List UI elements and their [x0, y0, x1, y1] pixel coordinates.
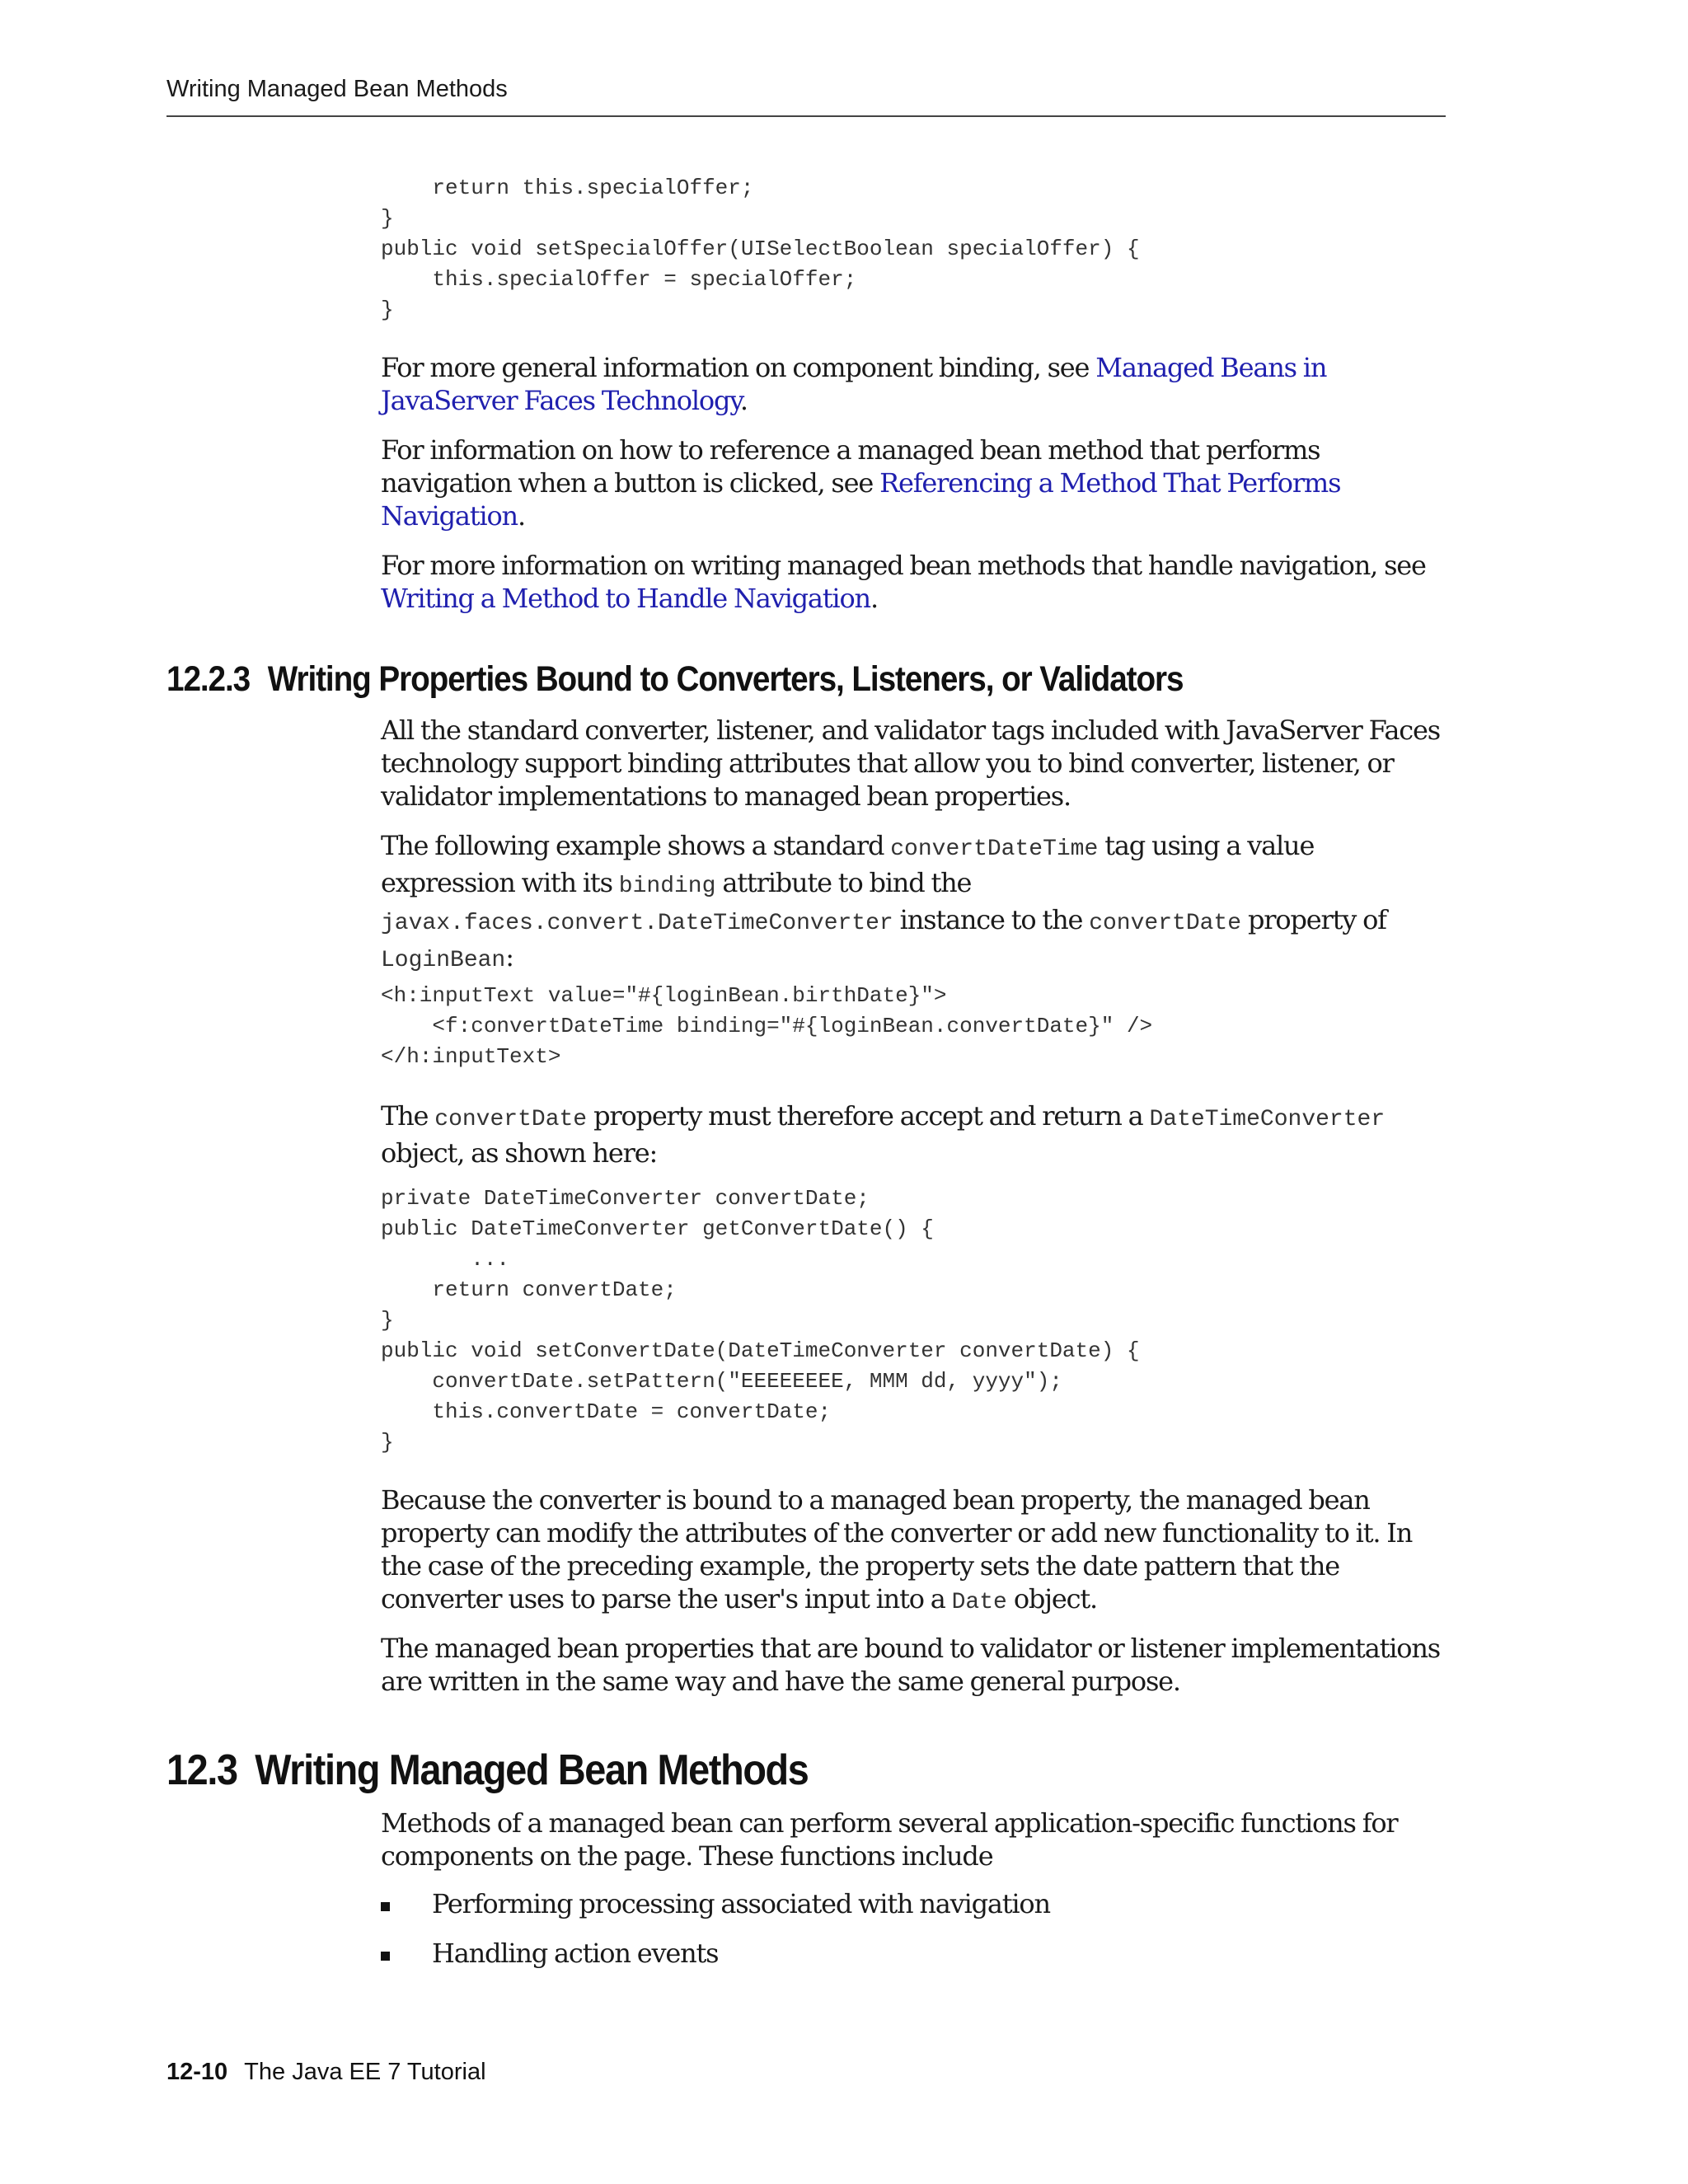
paragraph-reference-method: For information on how to reference a managed bean method that performs navigation when a button is clicked, see Referencing a Method That Performs Navigation. [381, 434, 1341, 532]
paragraph-binding-example: The following example shows a standard convertDateTime tag using a value expression with its binding attribute to bind the javax.faces.convert.DateTimeConverter instance to the convertDate property of LoginBean: [381, 830, 1386, 973]
code-Date: Date [951, 1590, 1007, 1615]
link-referencing-method[interactable]: Referencing a Method That Performs Navigation [381, 467, 1341, 532]
section-heading-12-2-3 [166, 659, 1183, 700]
code-LoginBean: LoginBean [381, 948, 506, 973]
paragraph-converter-bound: Because the converter is bound to a managed bean property, the managed bean property can modify the attributes of the converter or add new functionality to it. In the case of the preceding example, the property sets the date pattern that the converter uses to parse the user's input into a Date object. [381, 1484, 1413, 1615]
code-text: private DateTimeConverter convertDate; public DateTimeConverter getConvertDate() { ... return convertDate; } public void setConvertDate(DateTimeConverter convertDate) { convertDate.setPattern("EEEEEEEE, MMM dd, yyyy"); this.convertDate = convertDate; } [381, 1186, 1140, 1455]
book-title: The Java EE 7 Tutorial [244, 2059, 486, 2085]
paragraph-methods-intro: Methods of a managed bean can perform several application-specific functions for components on the page. These functions include [381, 1807, 1398, 1872]
section-title: Writing Properties Bound to Converters, Listeners, or Validators [267, 659, 1184, 699]
running-header: Writing Managed Bean Methods [166, 76, 508, 102]
list-item: Handling action events [381, 1937, 1452, 1986]
paragraph-handle-navigation: For more information on writing managed bean methods that handle navigation, see Writing a Method to Handle Navigation. [381, 550, 1426, 614]
code-block-special-offer [381, 173, 1452, 326]
page-number: 12-10 [166, 2059, 228, 2085]
section-title: Writing Managed Bean Methods [255, 1746, 809, 1794]
link-handle-navigation[interactable]: Writing a Method to Handle Navigation [381, 583, 870, 614]
link-managed-beans[interactable]: Managed Beans in JavaServer Faces Technology [381, 352, 1327, 416]
section-number: 12.2.3 [166, 659, 251, 699]
bullet-list [381, 1887, 1452, 1986]
section-heading-12-3 [166, 1746, 808, 1795]
page-footer [166, 2059, 486, 2086]
paragraph-component-binding: For more general information on component binding, see Managed Beans in JavaServer Faces Technology. [381, 352, 1327, 416]
bullet-square-icon [381, 1952, 390, 1961]
paragraph-convertdate-property: The convertDate property must therefore accept and return a DateTimeConverter object, as shown here: [381, 1100, 1386, 1169]
paragraph-standard-tags: All the standard converter, listener, and validator tags included with JavaServer Faces technology support binding attributes that allow you to bind converter, listener, or validator implementations to managed bean properties. [381, 715, 1440, 812]
code-convertDate: convertDate [434, 1107, 588, 1132]
code-block-convert-date [381, 1183, 1452, 1458]
bullet-square-icon [381, 1902, 390, 1911]
code-text: <h:inputText value="#{loginBean.birthDate}"> <f:convertDateTime binding="#{loginBean.convertDate}" /> </h:inputText> [381, 983, 1153, 1069]
code-convertDate: convertDate [1089, 911, 1242, 936]
code-convertDateTime: convertDateTime [890, 837, 1099, 862]
code-binding: binding [618, 874, 716, 899]
code-text: return this.specialOffer; } public void setSpecialOffer(UISelectBoolean specialOffer) { this.specialOffer = specialOffer; } [381, 176, 1140, 322]
header-rule [166, 115, 1446, 117]
code-DateTimeConverter: DateTimeConverter [1149, 1107, 1386, 1132]
list-item: Performing processing associated with navigation [381, 1887, 1452, 1937]
code-block-input-text [381, 981, 1452, 1072]
section-number: 12.3 [166, 1746, 237, 1794]
paragraph-validator-listener: The managed bean properties that are bound to validator or listener implementations are written in the same way and have the same general purpose. [381, 1633, 1440, 1697]
code-DateTimeConverter-class: javax.faces.convert.DateTimeConverter [381, 911, 893, 936]
